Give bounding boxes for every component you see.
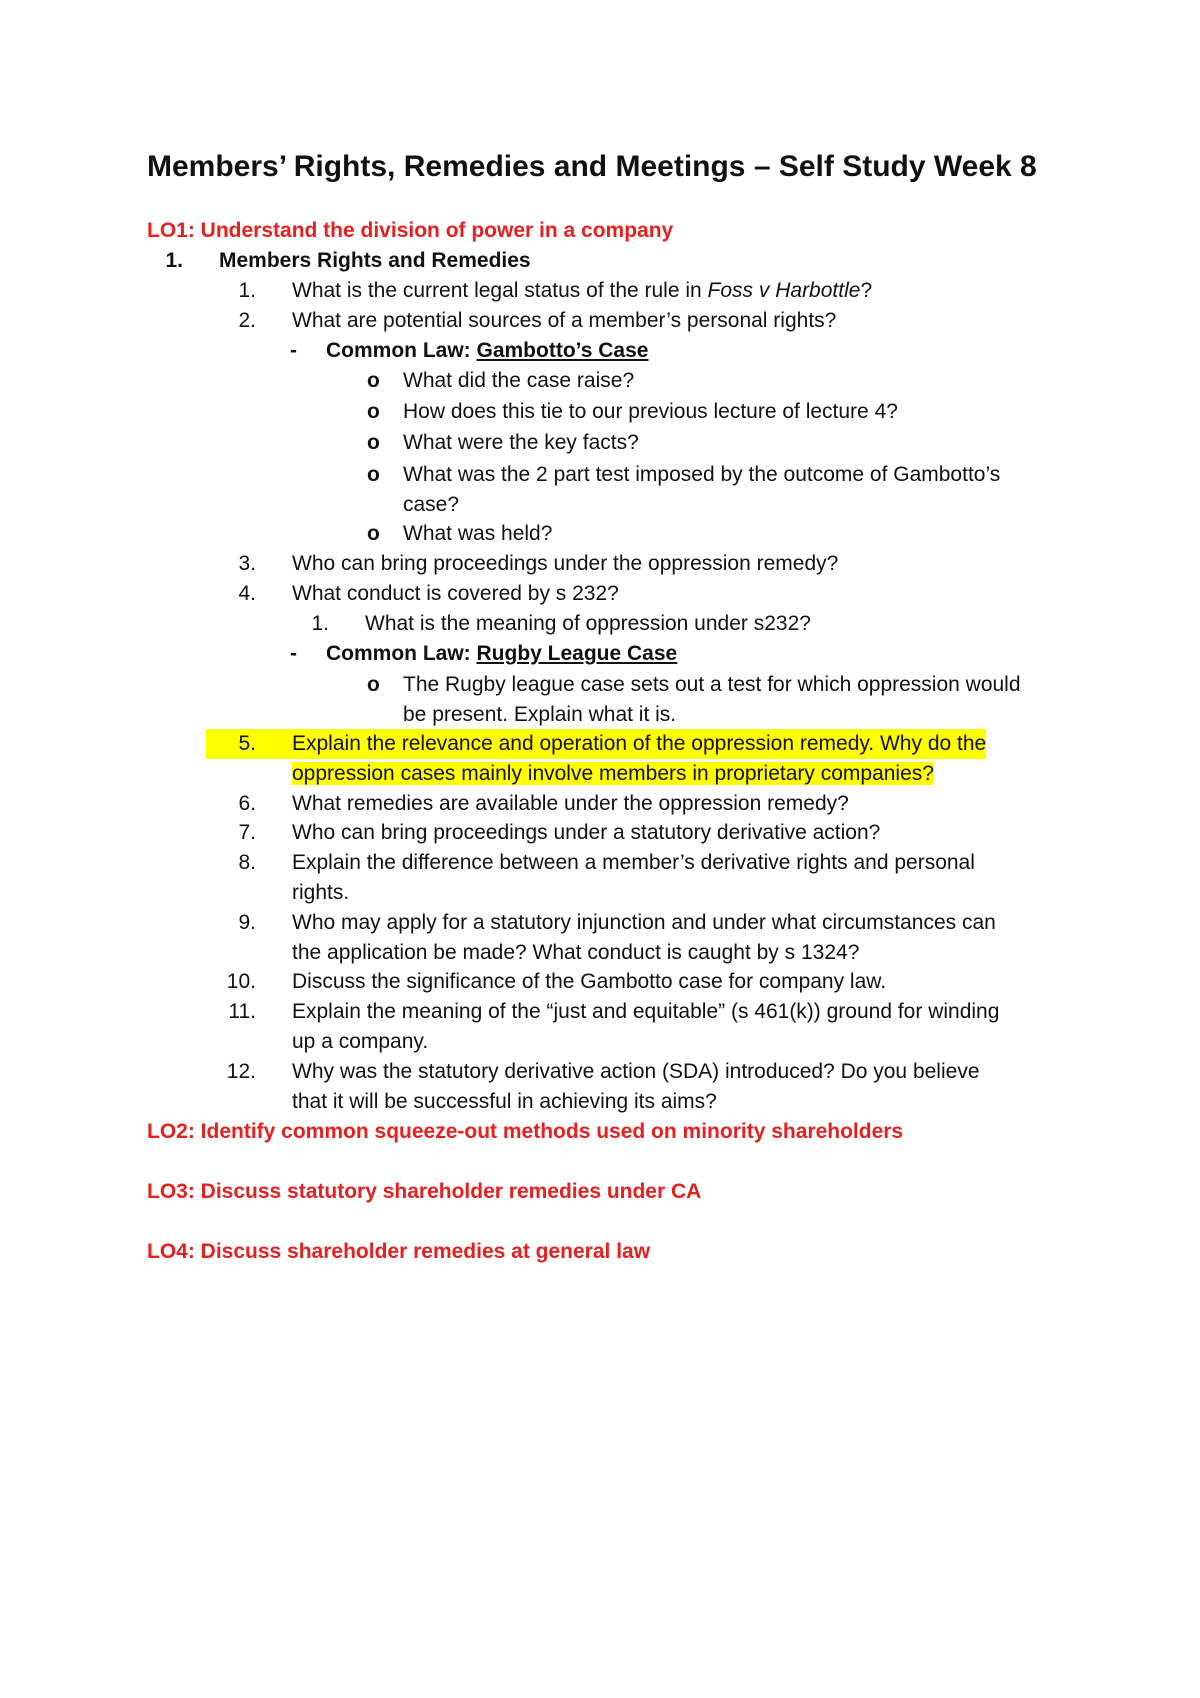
learning-outcome-4: LO4: Discuss shareholder remedies at general law — [147, 1240, 651, 1263]
question-1-number: 1. — [238, 279, 256, 302]
question-8-continued: rights. — [292, 881, 350, 904]
page-title: Members’ Rights, Remedies and Meetings – Self Study Week 8 — [147, 150, 1037, 183]
circle-bullet: o — [367, 369, 380, 392]
section-1-number: 1. — [165, 249, 183, 272]
dash-bullet: - — [290, 642, 297, 665]
rugby-item-1-continued: be present. Explain what it is. — [403, 703, 677, 726]
circle-bullet: o — [367, 400, 380, 423]
learning-outcome-3: LO3: Discuss statutory shareholder remedies under CA — [147, 1180, 702, 1203]
section-1-label: Members Rights and Remedies — [219, 249, 531, 272]
dash-bullet: - — [290, 339, 297, 362]
circle-bullet: o — [367, 431, 380, 454]
common-law-label: Common Law: — [326, 339, 477, 362]
question-5-continued — [292, 759, 934, 789]
question-12-continued: that it will be successful in achieving its aims? — [292, 1090, 717, 1113]
question-11-continued: up a company. — [292, 1030, 429, 1053]
learning-outcome-1: LO1: Understand the division of power in a company — [147, 219, 674, 242]
common-law-label: Common Law: — [326, 642, 477, 665]
question-2-number: 2. — [238, 309, 256, 332]
question-5-highlighted-line-2: oppression cases mainly involve members in proprietary companies? — [292, 762, 934, 785]
circle-bullet: o — [367, 673, 380, 696]
learning-outcome-2: LO2: Identify common squeeze-out methods used on minority shareholders — [147, 1120, 904, 1143]
question-2-text: What are potential sources of a member’s personal rights? — [292, 309, 837, 332]
case-name-foss-v-harbottle: Foss v Harbottle — [707, 279, 861, 302]
question-5-highlighted-line-1: Explain the relevance and operation of the oppression remedy. Why do the — [256, 729, 986, 759]
circle-bullet: o — [367, 463, 380, 486]
gambotto-item-4-continued: case? — [403, 493, 460, 516]
question-9-continued: the application be made? What conduct is caught by s 1324? — [292, 941, 860, 964]
rugby-league-case-name: Rugby League Case — [476, 642, 678, 665]
gambotto-case-name: Gambotto’s Case — [476, 339, 649, 362]
document-page: Members’ Rights, Remedies and Meetings – Self Study Week 8 LO1: Understand the division of power in a company 1. Members Rights and Remedies 1. What is the current legal status of the rule in Foss v Harbottle? 2. What are potential sources of a member’s personal rights? - Common Law: Gambotto’s Case o What did the case raise? o How does this tie to our previous lecture of lecture 4? o What were the key facts? o What was the 2 part test imposed by the outcome of Gambotto’s case? o What was held? 3. Who can bring proceedings under the oppression remedy? 4. What conduct is covered by s 232? 1. What is the meaning of oppression under s232? - Common Law: Rugby League Case o The Rugby league case sets out a test for which oppression would be present. Explain what it is. 5. Explain the relevance and operation of the oppression remedy. Why do the oppression cases mainly involve members in proprietary companies? 6. What remedies are available under the oppression remedy? 7. Who can bring proceedings under a statutory derivative action? 8. Explain the difference between a member’s derivative rights and personal rights. 9. Who may apply for a statutory injunction and under what circumstances can the application be made? What conduct is caught by s 1324? 10. Discuss the significance of the Gambotto case for company law. 11. Explain the meaning of the “just and equitable” (s 461(k)) ground for winding up a company. 12. Why was the statutory derivative action (SDA) introduced? Do you believe that it will be successful in achieving its aims? LO2: Identify common squeeze-out methods used on minority shareholders LO3: Discuss statutory shareholder remedies under CA LO4: Discuss shareholder remedies at general law — [0, 0, 1200, 1698]
question-1-text: What is the current legal status of the rule in Foss v Harbottle? — [292, 279, 873, 302]
circle-bullet: o — [367, 522, 380, 545]
